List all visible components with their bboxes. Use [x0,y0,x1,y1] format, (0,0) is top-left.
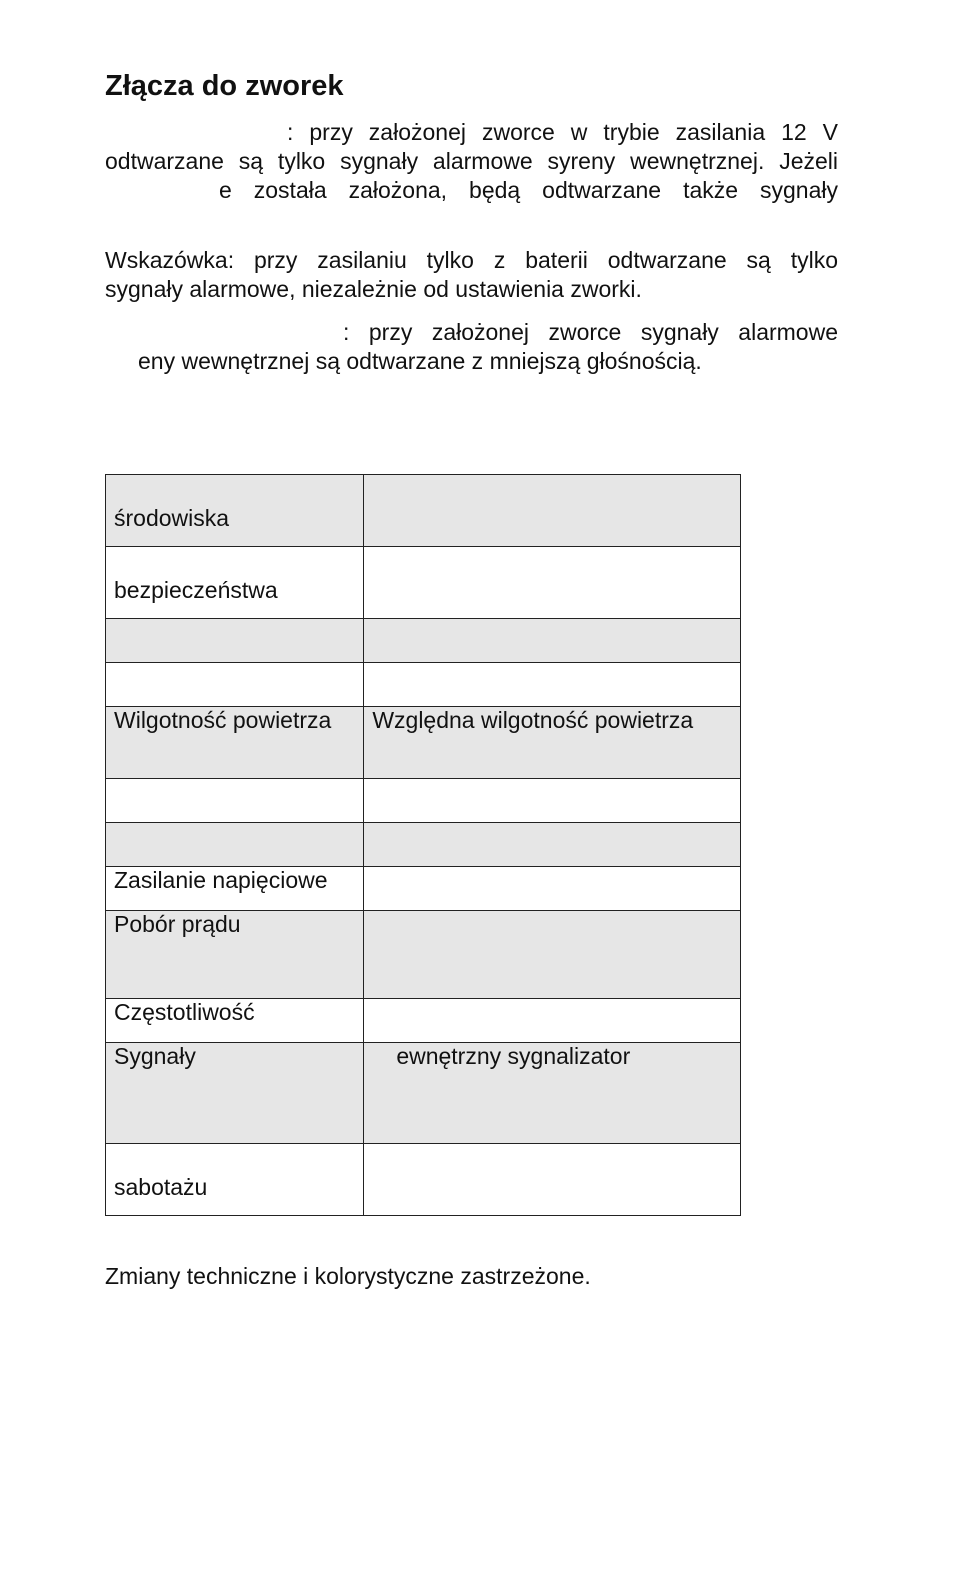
hint-paragraph [105,246,838,304]
table-row [106,999,741,1043]
table-cell-value [364,911,741,999]
table-row [106,779,741,823]
table-row [106,619,741,663]
table-row [106,1043,741,1144]
table-row [106,547,741,619]
table-cell-value [364,999,741,1043]
footer-note: Zmiany techniczne i kolorystyczne zastrzeżone. [105,1263,591,1289]
paragraph-line: : przy założonej zworce w trybie zasilania 12 V [287,119,838,145]
section-title: Złącza do zworek [105,70,344,102]
table-cell-value [364,475,741,547]
table-cell-label [106,823,364,867]
paragraph-line: : przy założonej zworce sygnały alarmowe [343,319,838,345]
table-cell-value [364,867,741,911]
paragraph-line: sygnały alarmowe, niezależnie od ustawienia zworki. [105,276,642,302]
table-row [106,475,741,547]
table-cell-label: bezpieczeństwa [106,547,364,619]
table-cell-label: Sygnały [106,1043,364,1144]
table-cell-label [106,663,364,707]
jumper-12v-paragraph [105,118,838,205]
table-cell-label [106,619,364,663]
table-cell-label: środowiska [106,475,364,547]
table-cell-value [364,619,741,663]
table-cell-label: Częstotliwość [106,999,364,1043]
table-cell-value [364,823,741,867]
table-cell-value [364,547,741,619]
table-cell-label: Zasilanie napięciowe [106,867,364,911]
table-cell-label: Pobór prądu [106,911,364,999]
table-cell-value [364,663,741,707]
paragraph-line: odtwarzane są tylko sygnały alarmowe syreny wewnętrznej. Jeżeli [105,148,838,174]
table-row [106,867,741,911]
paragraph-line: Wskazówka: przy zasilaniu tylko z baterii odtwarzane są tylko [105,247,838,273]
table-cell-label: sabotażu [106,1144,364,1216]
table-row [106,1144,741,1216]
table-row [106,823,741,867]
table-row [106,707,741,779]
table-cell-value: Względna wilgotność powietrza [364,707,741,779]
table-cell-label: Wilgotność powietrza [106,707,364,779]
volume-jumper-paragraph [105,318,838,376]
specifications-table [105,474,741,1216]
table-cell-value [364,1144,741,1216]
table-row [106,663,741,707]
table-row [106,911,741,999]
paragraph-line: eny wewnętrznej są odtwarzane z mniejszą głośnością. [138,348,702,374]
table-cell-value: ewnętrzny sygnalizator [364,1043,741,1144]
table-cell-value [364,779,741,823]
table-cell-label [106,779,364,823]
paragraph-line: e została założona, będą odtwarzane także sygnały [219,177,838,203]
